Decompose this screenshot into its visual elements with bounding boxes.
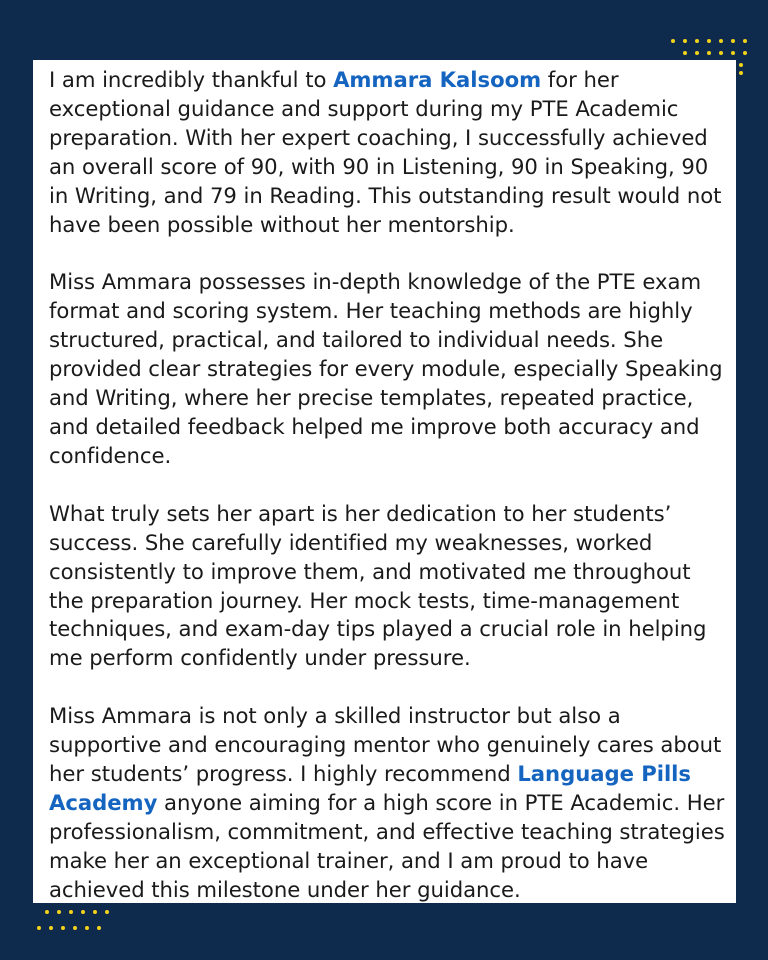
decorative-dot: [743, 51, 747, 55]
decorative-dot: [707, 51, 711, 55]
decorative-dot: [683, 39, 687, 43]
decorative-dot: [105, 910, 109, 914]
decorative-dot: [69, 910, 73, 914]
decorative-dot: [719, 51, 723, 55]
decorative-dot: [707, 39, 711, 43]
decorative-dot: [743, 39, 747, 43]
decorative-dot: [49, 926, 53, 930]
paragraph-4-text-start: Miss Ammara is not only a skilled instructor but also a supportive and encouraging mentor who genuinely cares about her students’ progress. I highly recommend: [49, 703, 722, 787]
testimonial-paragraph-3: What truly sets her apart is her dedication to her students’ success. She carefully identified my weaknesses, worked consistently to improve them, and motivated me throughout the preparation journey. Her mock tests, time-management techniques, and exam-day tips played a crucial role in helping me perform confidently under pressure.: [49, 500, 707, 671]
paragraph-1-text-end: for her exceptional guidance and support during my PTE Academic preparation. With her expert coaching, I successfully achieved an overall score of 90, with 90 in Listening, 90 in Speaking, 90 in Writing, and 79 in Reading. This outstanding result would not have been possible without her mentorship.: [49, 67, 722, 237]
testimonial-paragraph-1: [49, 66, 728, 239]
decorative-dot: [61, 926, 65, 930]
decorative-dot: [37, 926, 41, 930]
tutor-name-highlight: Ammara Kalsoom: [333, 67, 542, 92]
decorative-dot: [731, 39, 735, 43]
testimonial-paragraph-4: [49, 702, 728, 904]
decorative-dot: [671, 39, 675, 43]
decorative-dot: [719, 39, 723, 43]
testimonial-card: [33, 60, 736, 903]
paragraph-1-text-start: I am incredibly thankful to: [49, 67, 334, 92]
decorative-dot: [739, 63, 743, 67]
paragraph-4-text-end: anyone aiming for a high score in PTE Academic. Her professionalism, commitment, and effective teaching strategies make her an exceptional trainer, and I am proud to have achieved this milestone under her guidance.: [49, 789, 725, 902]
decorative-dot: [81, 910, 85, 914]
testimonial-paragraph-2: Miss Ammara possesses in-depth knowledge of the PTE exam format and scoring system. Her teaching methods are highly structured, practical, and tailored to individual needs. She provided clear strategies for every module, especially Speaking and Writing, where her precise templates, repeated practice, and detailed feedback helped me improve both accuracy and confidence.: [49, 269, 723, 468]
decorative-dot: [97, 926, 101, 930]
decorative-dot: [57, 910, 61, 914]
decorative-dot: [93, 910, 97, 914]
decorative-dot: [731, 51, 735, 55]
decorative-dot: [45, 910, 49, 914]
academy-name-highlight: Language Pills Academy: [49, 761, 691, 815]
decorative-dot: [683, 51, 687, 55]
decorative-dot: [695, 51, 699, 55]
decorative-dot: [695, 39, 699, 43]
decorative-dot: [739, 71, 743, 75]
decorative-dot: [85, 926, 89, 930]
decorative-dot: [73, 926, 77, 930]
